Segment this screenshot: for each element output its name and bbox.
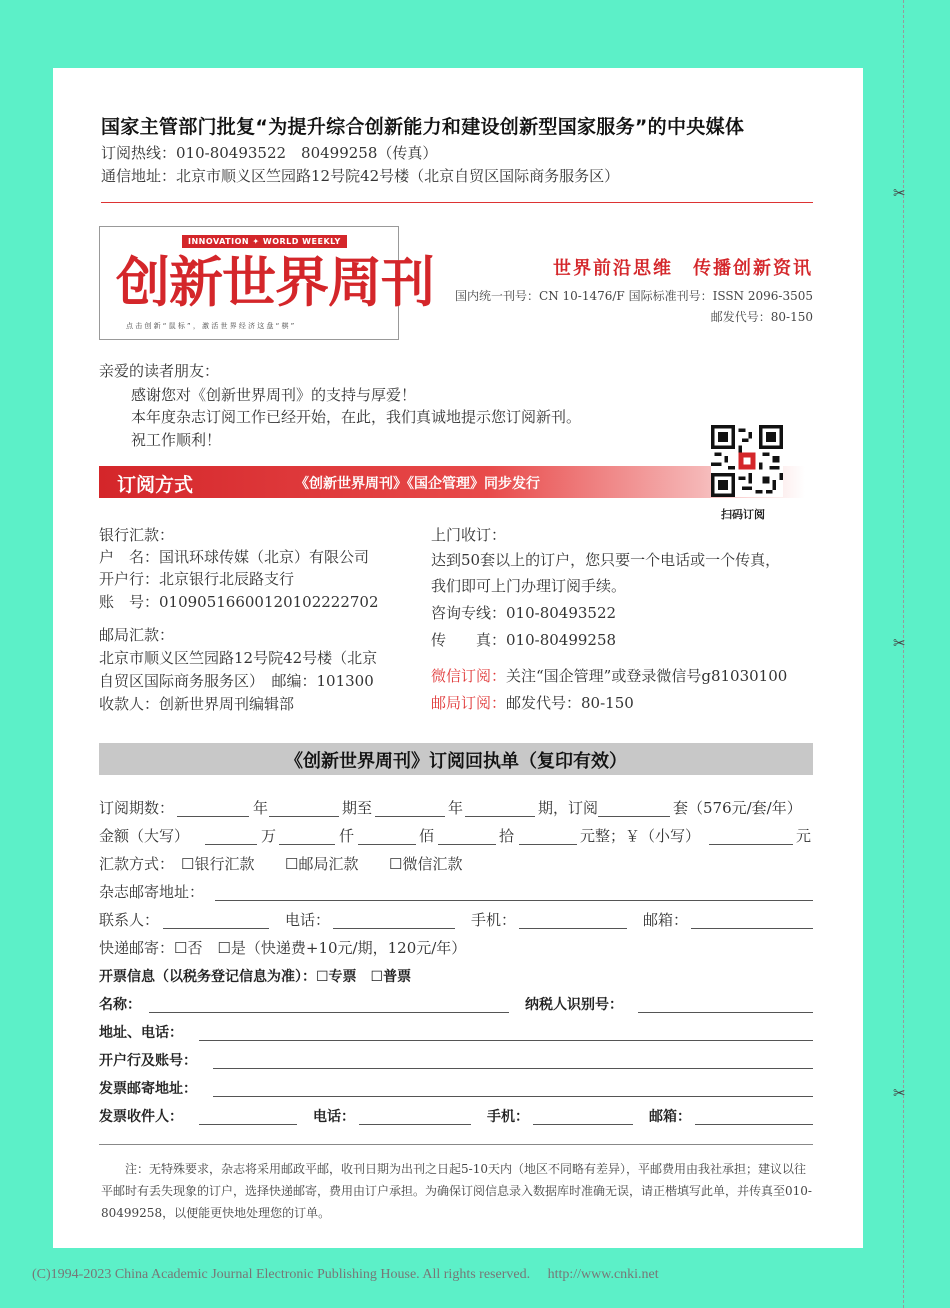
form-title-bar bbox=[99, 743, 813, 775]
door-fax: 传 真：010-80499258 bbox=[431, 631, 617, 649]
pay-option-wechat[interactable]: ☐微信汇款 bbox=[389, 855, 463, 873]
contact-field[interactable] bbox=[163, 928, 269, 929]
period-label: 订阅期数： bbox=[99, 799, 175, 817]
period-end-label: 期，订阅 bbox=[538, 799, 599, 817]
mail-address-label: 杂志邮寄地址： bbox=[99, 883, 205, 901]
invoice-type[interactable]: 开票信息（以税务登记信息为准）：☐专票 ☐普票 bbox=[99, 969, 412, 985]
until-label: 期至 bbox=[342, 799, 373, 817]
amount-label: 金额（大写） bbox=[99, 827, 190, 845]
qr-code-icon[interactable] bbox=[711, 425, 783, 497]
yuan-label: 元 bbox=[796, 827, 812, 845]
sets-field[interactable] bbox=[598, 816, 670, 817]
express-option[interactable]: 快递邮寄：☐否 ☐是（快递费+10元/期，120元/年） bbox=[99, 939, 467, 957]
email-field[interactable] bbox=[691, 928, 813, 929]
amount-small-field[interactable] bbox=[709, 844, 793, 845]
scissors-icon: ✂ bbox=[893, 1084, 906, 1102]
wechat-label: 微信订阅： bbox=[431, 667, 507, 685]
publication-codes: 国内统一刊号：CN 10-1476/F 国际标准刊号：ISSN 2096-3505 bbox=[455, 289, 813, 303]
mobile-label: 手机： bbox=[471, 911, 517, 929]
shi-label: 拾 bbox=[499, 827, 515, 845]
slogan: 世界前沿思维 传播创新资讯 bbox=[553, 258, 813, 279]
door-heading: 上门收订： bbox=[431, 526, 507, 544]
invoice-email-field[interactable] bbox=[695, 1124, 813, 1125]
invoice-name-label: 名称： bbox=[99, 997, 141, 1013]
invoice-mail-field[interactable] bbox=[213, 1096, 813, 1097]
headline: 国家主管部门批复“为提升综合创新能力和建设创新型国家服务”的中央媒体 bbox=[101, 116, 745, 138]
bank-heading: 银行汇款： bbox=[99, 526, 175, 544]
invoice-name-field[interactable] bbox=[149, 1012, 509, 1013]
post-sub-label: 邮局订阅： bbox=[431, 694, 507, 712]
subscription-band bbox=[99, 466, 805, 498]
end-issue-field[interactable] bbox=[465, 816, 535, 817]
scissors-icon: ✂ bbox=[893, 184, 906, 202]
invoice-bank-label: 开户行及账号： bbox=[99, 1053, 197, 1069]
bank-account-number: 账 号：01090516600120102222702 bbox=[99, 593, 379, 611]
post-subscription bbox=[431, 692, 634, 713]
post-sub-text: 邮发代号：80-150 bbox=[506, 694, 634, 712]
scissors-icon: ✂ bbox=[893, 634, 906, 652]
amount-bai-field[interactable] bbox=[358, 844, 416, 845]
amount-qian-field[interactable] bbox=[279, 844, 335, 845]
invoice-address-label: 地址、电话： bbox=[99, 1025, 183, 1041]
invoice-recipient-field[interactable] bbox=[199, 1124, 297, 1125]
mailing-address: 通信地址：北京市顺义区竺园路12号院42号楼（北京自贸区国际商务服务区） bbox=[101, 167, 620, 185]
invoice-mobile-label: 手机： bbox=[487, 1109, 529, 1125]
mail-address-field[interactable] bbox=[215, 900, 813, 901]
invoice-address-field[interactable] bbox=[199, 1040, 813, 1041]
post-address: 北京市顺义区竺园路12号院42号楼（北京 bbox=[99, 649, 378, 667]
wechat-text: 关注“国企管理”或登录微信号g81030100 bbox=[506, 667, 788, 685]
post-heading: 邮局汇款： bbox=[99, 626, 175, 644]
invoice-recipient-label: 发票收件人： bbox=[99, 1109, 183, 1125]
invoice-email-label: 邮箱： bbox=[649, 1109, 691, 1125]
invoice-mobile-field[interactable] bbox=[533, 1124, 633, 1125]
post-address-cont: 自贸区国际商务服务区） 邮编：101300 bbox=[99, 672, 374, 690]
form-title: 《创新世界周刊》订阅回执单（复印有效） bbox=[285, 751, 627, 772]
year-label: 年 bbox=[448, 799, 464, 817]
bank-account-name: 户 名：国讯环球传媒（北京）有限公司 bbox=[99, 548, 370, 566]
qr-label: 扫码订阅 bbox=[721, 508, 765, 521]
magazine-logo bbox=[99, 226, 434, 340]
band-title: 订阅方式 bbox=[117, 474, 194, 496]
letter-line: 本年度杂志订阅工作已经开始，在此，我们真诚地提示您订阅新刊。 bbox=[131, 408, 582, 426]
letter-line: 感谢您对《创新世界周刊》的支持与厚爱！ bbox=[131, 386, 417, 404]
divider bbox=[101, 202, 813, 203]
letter-line: 祝工作顺利！ bbox=[131, 431, 222, 449]
wan-label: 万 bbox=[261, 827, 277, 845]
amount-shi-field[interactable] bbox=[438, 844, 496, 845]
copyright-footer: (C)1994-2023 China Academic Journal Electronic Publishing House. All rights reserved. http://www.cnki.net bbox=[32, 1267, 659, 1282]
year-label: 年 bbox=[253, 799, 269, 817]
contact-label: 联系人： bbox=[99, 911, 160, 929]
bai-label: 佰 bbox=[419, 827, 435, 845]
letter-greeting: 亲爱的读者朋友： bbox=[99, 362, 220, 380]
pay-option-post[interactable]: ☐邮局汇款 bbox=[285, 855, 359, 873]
taxid-label: 纳税人识别号： bbox=[525, 997, 623, 1013]
amount-yuan-field[interactable] bbox=[519, 844, 577, 845]
bank-branch: 开户行：北京银行北辰路支行 bbox=[99, 570, 295, 588]
sets-label: 套（576元/套/年） bbox=[673, 799, 802, 817]
hotline: 订阅热线：010-80493522 80499258（传真） bbox=[101, 144, 438, 162]
divider bbox=[99, 1144, 813, 1145]
end-year-field[interactable] bbox=[375, 816, 445, 817]
invoice-mail-label: 发票邮寄地址： bbox=[99, 1081, 197, 1097]
band-subtitle: 《创新世界周刊》《国企管理》同步发行 bbox=[295, 476, 540, 492]
phone-label: 电话： bbox=[285, 911, 331, 929]
door-line: 达到50套以上的订户，您只要一个电话或一个传真， bbox=[431, 551, 781, 569]
invoice-phone-label: 电话： bbox=[313, 1109, 355, 1125]
yuan-whole-label: 元整；￥（小写） bbox=[580, 827, 701, 845]
phone-field[interactable] bbox=[333, 928, 455, 929]
start-issue-field[interactable] bbox=[269, 816, 339, 817]
mobile-field[interactable] bbox=[519, 928, 627, 929]
door-phone: 咨询专线：010-80493522 bbox=[431, 604, 617, 622]
email-label: 邮箱： bbox=[643, 911, 689, 929]
start-year-field[interactable] bbox=[177, 816, 249, 817]
amount-wan-field[interactable] bbox=[205, 844, 257, 845]
payment-method-label: 汇款方式： bbox=[99, 855, 175, 873]
post-payee: 收款人：创新世界周刊编辑部 bbox=[99, 695, 295, 713]
logo-tagline: 点击创新“鼠标”，激活世界经济这盘“棋” bbox=[126, 322, 297, 330]
qian-label: 仟 bbox=[339, 827, 355, 845]
footnote: 注：无特殊要求，杂志将采用邮政平邮，收刊日期为出刊之日起5-10天内（地区不同略有差异），平邮费用由我社承担；建议以往平邮时有丢失现象的订户，选择快递邮寄，费用由订户承担。为确保订阅信息录入数据库时准确无误，请正楷填写此单，并传真至010-80499258，以便能更快地处理您的订单。 bbox=[101, 1162, 812, 1220]
wechat-subscription bbox=[431, 665, 787, 686]
pay-option-bank[interactable]: ☐银行汇款 bbox=[181, 855, 255, 873]
flyer-sheet bbox=[53, 68, 863, 1248]
logo-english: INNOVATION ✦ WORLD WEEKLY bbox=[182, 235, 347, 248]
taxid-field[interactable] bbox=[638, 1012, 813, 1013]
invoice-bank-field[interactable] bbox=[213, 1068, 813, 1069]
door-line: 我们即可上门办理订阅手续。 bbox=[431, 577, 627, 595]
postal-code: 邮发代号：80-150 bbox=[710, 310, 813, 324]
invoice-phone-field[interactable] bbox=[359, 1124, 471, 1125]
logo-title: 创新世界周刊 bbox=[116, 251, 434, 314]
